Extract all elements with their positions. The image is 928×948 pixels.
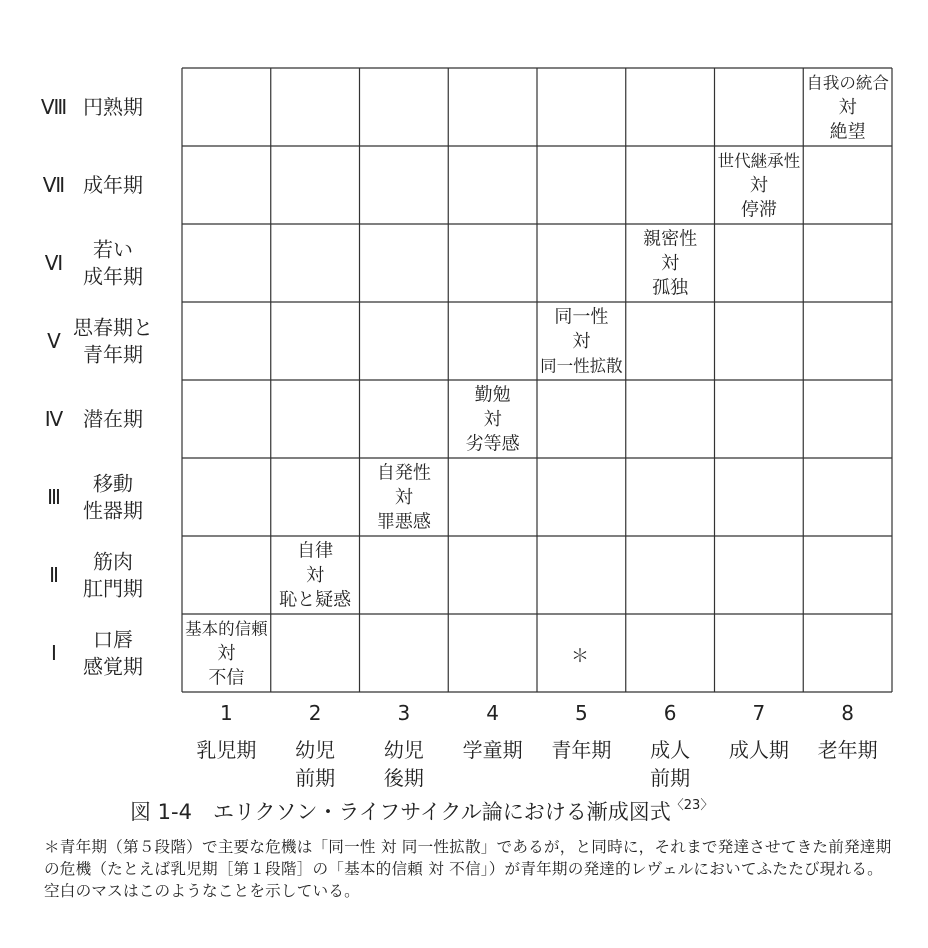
column-number: 8 [841,701,854,725]
crisis-text: 対 [483,409,502,430]
stage-label: 筋肉 [93,549,133,574]
stage-numeral: Ⅱ [49,563,59,587]
stage-numeral: Ⅷ [40,95,68,119]
stage-label: 思春期と [73,315,153,340]
column-label: 青年期 [551,738,612,762]
column-number: 6 [663,701,677,725]
figure-caption [130,796,713,826]
stage-label: 青年期 [83,342,143,367]
crisis-text: 停滞 [740,199,777,221]
column-label: 後期 [383,766,424,790]
crisis-text: 自我の統合 [806,73,889,93]
crisis-text: 勤勉 [474,384,511,406]
column-label: 成人 [650,738,691,762]
crisis-text: 親密性 [643,228,698,250]
crisis-text: 世代継承性 [717,151,801,171]
column-label: 老年期 [817,738,878,762]
crisis-text: 対 [572,331,591,352]
crisis-text: 自律 [297,540,334,562]
crisis-text: 対 [661,253,680,274]
crisis-text: 劣等感 [465,433,520,455]
column-number: 1 [220,701,233,725]
crisis-text: 自発性 [376,462,431,484]
column-label: 前期 [650,766,691,790]
stage-label: 成年期 [83,264,143,289]
crisis-text: 恥と疑惑 [279,589,352,611]
crisis-text: 不信 [208,667,245,689]
figure-note: ＊青年期（第５段階）で主要な危機は「同一性 対 同一性拡散」であるが，と同時に，それまで発達させてきた前発達期の危機（たとえば乳児期［第１段階］の「基本的信頼 対 不信」）が青年期の発達的レヴェルにおいてふたたび現れる。空白のマスはこのようなことを示している。 [44,838,892,900]
stage-numeral: Ⅴ [47,329,61,353]
crisis-text: 対 [838,97,857,118]
stage-label: 口唇 [93,627,133,652]
crisis-text: 孤独 [652,277,689,299]
stage-label: 移動 [93,471,133,496]
stage-numeral: Ⅲ [47,485,61,509]
crisis-text: 絶望 [829,121,866,143]
column-labels [196,701,877,790]
crisis-text: 対 [749,175,768,196]
column-label: 成人期 [728,738,789,762]
column-label: 乳児期 [196,738,257,762]
stage-numeral: Ⅶ [42,173,66,197]
stage-label: 円熟期 [83,95,143,119]
column-number: 2 [308,701,322,725]
column-label: 幼児 [383,738,424,762]
stage-label: 潜在期 [83,407,143,431]
crisis-text: 罪悪感 [376,511,431,533]
column-label: 幼児 [295,738,336,762]
stage-label: 感覚期 [83,654,143,679]
column-number: 7 [752,701,766,725]
column-number: 3 [397,701,411,725]
stage-numeral: Ⅵ [44,251,64,275]
column-number: 5 [575,701,588,725]
stage-numeral: Ⅰ [51,641,57,665]
asterisk-mark: ＊ [571,646,589,667]
row-labels [41,95,153,679]
crisis-text: 同一性拡散 [540,356,623,376]
crisis-text: 対 [217,643,236,664]
crisis-text: 対 [306,565,325,586]
crisis-text: 同一性 [554,306,609,328]
stage-label: 肛門期 [83,576,143,601]
caption-reference: 〈23〉 [670,798,714,813]
column-label: 学童期 [462,738,523,762]
stage-label: 性器期 [83,498,143,523]
column-label: 前期 [295,766,336,790]
stage-label: 成年期 [83,173,143,197]
caption-text: 図 1-4 エリクソン・ライフサイクル論における漸成図式 [130,800,671,824]
column-number: 4 [486,701,499,725]
crisis-text: 基本的信頼 [185,619,268,639]
crisis-text: 対 [394,487,413,508]
stage-numeral: Ⅳ [44,407,64,431]
stage-label: 若い [93,237,133,262]
